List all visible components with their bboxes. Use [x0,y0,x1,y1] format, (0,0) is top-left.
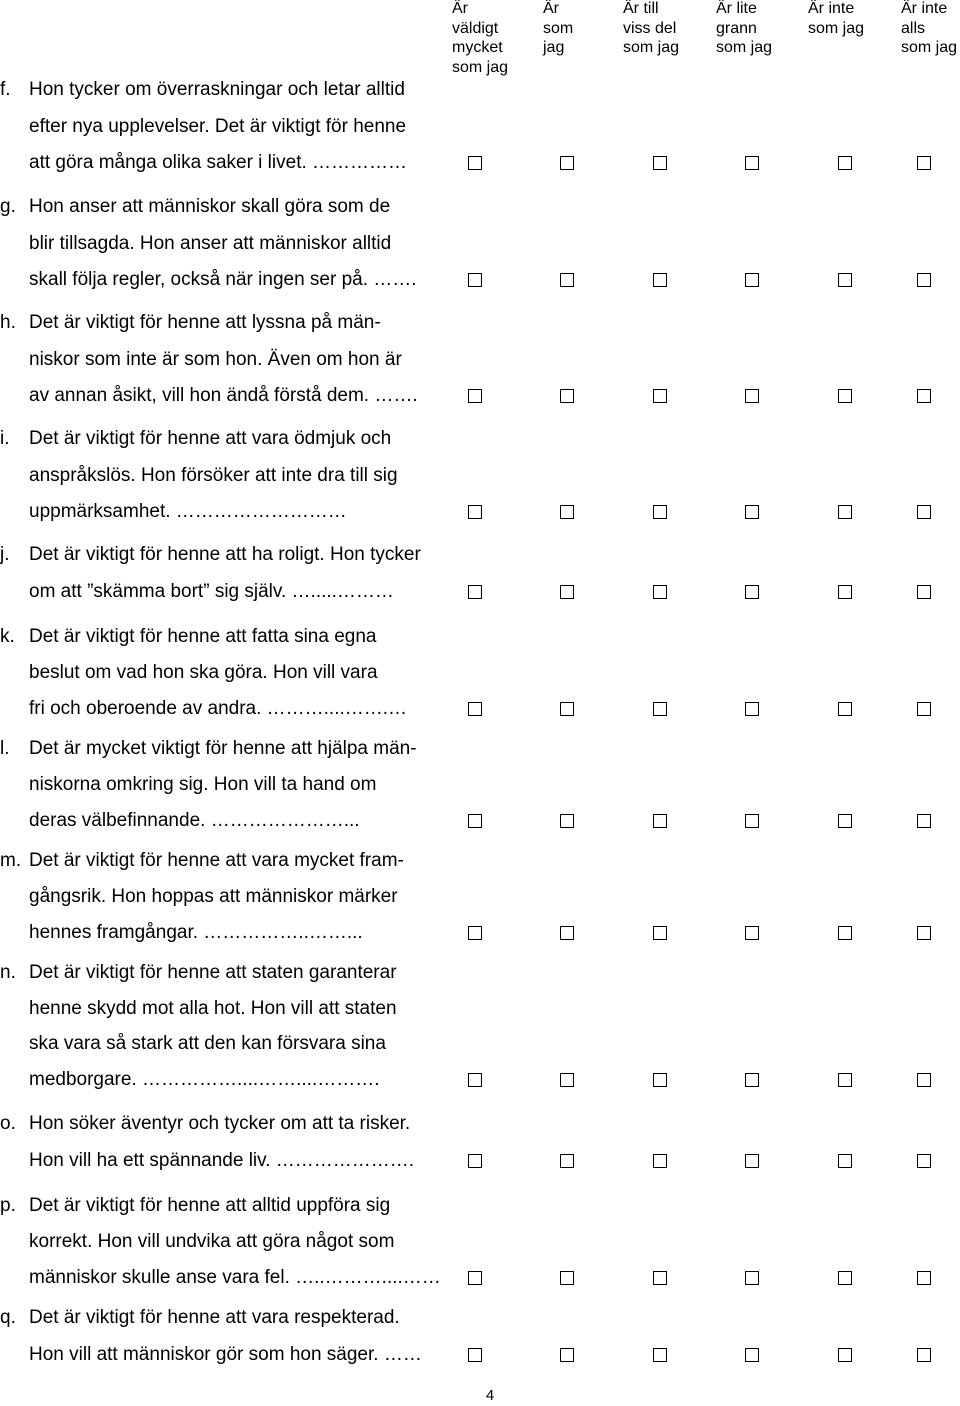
answer-checkbox-1[interactable] [468,1271,482,1285]
answer-checkbox-2[interactable] [560,273,574,287]
answer-checkbox-6[interactable] [917,926,931,940]
answer-checkbox-2[interactable] [560,702,574,716]
item-text-line: niskorna omkring sig. Hon vill ta hand om [29,774,377,795]
item-text-line: Hon vill ha ett spännande liv. …………………. [29,1150,415,1171]
answer-checkbox-3[interactable] [653,585,667,599]
column-header-4: Är lite grann som jag [716,0,773,56]
answer-checkbox-5[interactable] [838,1348,852,1362]
item-letter: g. [0,196,16,217]
item-text-line: Hon söker äventyr och tycker om att ta risker. [29,1113,411,1134]
answer-checkbox-4[interactable] [745,1348,759,1362]
answer-checkbox-6[interactable] [917,585,931,599]
answer-checkbox-5[interactable] [838,156,852,170]
answer-checkbox-2[interactable] [560,1073,574,1087]
answer-checkbox-5[interactable] [838,926,852,940]
answer-checkbox-3[interactable] [653,702,667,716]
item-text-line: anspråkslös. Hon försöker att inte dra till sig [29,464,398,486]
answer-checkbox-5[interactable] [838,1271,852,1285]
answer-checkbox-6[interactable] [917,156,931,170]
item-text-line: av annan åsikt, vill hon ändå förstå dem. ……. [29,385,418,406]
answer-checkbox-4[interactable] [745,1073,759,1087]
item-letter: f. [0,79,11,100]
item-text-line: Det är viktigt för henne att ha roligt. Hon tycker [29,544,421,565]
answer-checkbox-4[interactable] [745,1271,759,1285]
answer-checkbox-4[interactable] [745,505,759,519]
item-letter: m. [0,850,22,871]
answer-checkbox-1[interactable] [468,1073,482,1087]
answer-checkbox-4[interactable] [745,1154,759,1168]
answer-checkbox-3[interactable] [653,926,667,940]
answer-checkbox-6[interactable] [917,814,931,828]
answer-checkbox-1[interactable] [468,585,482,599]
item-text-line: Det är viktigt för henne att fatta sina egna [29,626,377,647]
answer-checkbox-1[interactable] [468,505,482,519]
answer-checkbox-3[interactable] [653,1348,667,1362]
item-letter: p. [0,1195,16,1216]
answer-checkbox-1[interactable] [468,273,482,287]
answer-checkbox-2[interactable] [560,389,574,403]
item-letter: l. [0,738,10,759]
item-letter: i. [0,428,10,449]
item-letter: o. [0,1113,16,1134]
column-header-5: Är inte som jag [808,0,865,37]
column-header-2: Är som jag [543,0,574,56]
item-text-line: Det är viktigt för henne att lyssna på män- [29,312,381,333]
answer-checkbox-6[interactable] [917,702,931,716]
answer-checkbox-3[interactable] [653,273,667,287]
answer-checkbox-4[interactable] [745,702,759,716]
item-text-line: blir tillsagda. Hon anser att människor alltid [29,232,392,254]
item-letter: n. [0,962,16,983]
answer-checkbox-4[interactable] [745,156,759,170]
answer-checkbox-1[interactable] [468,389,482,403]
item-text-line: Hon anser att människor skall göra som de [29,196,391,217]
answer-checkbox-4[interactable] [745,814,759,828]
column-header-1: Är väldigt mycket som jag [452,0,509,76]
item-text-line: deras välbefinnande. …………………... [29,810,360,831]
column-header-3: Är till viss del som jag [623,0,680,56]
item-text-line: Det är viktigt för henne att vara respekterad. [29,1307,400,1328]
answer-checkbox-2[interactable] [560,1348,574,1362]
page-number: 4 [485,1387,495,1404]
answer-checkbox-2[interactable] [560,1154,574,1168]
answer-checkbox-5[interactable] [838,505,852,519]
answer-checkbox-2[interactable] [560,505,574,519]
item-letter: q. [0,1307,16,1328]
item-letter: k. [0,626,15,647]
answer-checkbox-5[interactable] [838,702,852,716]
item-text-line: fri och oberoende av andra. ………....…….… [29,698,408,719]
answer-checkbox-5[interactable] [838,1154,852,1168]
item-letter: h. [0,312,16,333]
item-text-line: Det är viktigt för henne att staten garanterar [29,962,397,983]
answer-checkbox-1[interactable] [468,814,482,828]
item-text-line: gångsrik. Hon hoppas att människor märker [29,886,398,907]
item-text-line: att göra många olika saker i livet. …………… [29,152,408,173]
answer-checkbox-6[interactable] [917,389,931,403]
answer-checkbox-3[interactable] [653,389,667,403]
answer-checkbox-3[interactable] [653,505,667,519]
answer-checkbox-2[interactable] [560,1271,574,1285]
answer-checkbox-6[interactable] [917,1271,931,1285]
answer-checkbox-2[interactable] [560,585,574,599]
answer-checkbox-3[interactable] [653,1073,667,1087]
answer-checkbox-5[interactable] [838,389,852,403]
answer-checkbox-2[interactable] [560,814,574,828]
item-text-line: människor skulle anse vara fel. …..………....…… [29,1267,441,1288]
item-text-line: beslut om vad hon ska göra. Hon vill vara [29,662,378,683]
answer-checkbox-5[interactable] [838,585,852,599]
answer-checkbox-2[interactable] [560,156,574,170]
answer-checkbox-4[interactable] [745,926,759,940]
answer-checkbox-5[interactable] [838,1073,852,1087]
answer-checkbox-3[interactable] [653,814,667,828]
answer-checkbox-6[interactable] [917,1154,931,1168]
answer-checkbox-2[interactable] [560,926,574,940]
answer-checkbox-1[interactable] [468,1348,482,1362]
item-text-line: Det är viktigt för henne att alltid uppföra sig [29,1195,391,1216]
answer-checkbox-5[interactable] [838,273,852,287]
answer-checkbox-6[interactable] [917,1348,931,1362]
item-text-line: Hon vill att människor gör som hon säger. …… [29,1344,422,1365]
answer-checkbox-1[interactable] [468,156,482,170]
item-text-line: Hon tycker om överraskningar och letar alltid [29,79,405,100]
answer-checkbox-3[interactable] [653,156,667,170]
item-text-line: henne skydd mot alla hot. Hon vill att staten [29,997,397,1019]
item-text-line: Det är mycket viktigt för henne att hjälpa män- [29,738,417,759]
item-text-line: uppmärksamhet. ……………………… [29,501,347,522]
answer-checkbox-4[interactable] [745,389,759,403]
item-text-line: om att ”skämma bort” sig själv. ….....……… [29,580,394,602]
answer-checkbox-3[interactable] [653,1271,667,1285]
answer-checkbox-6[interactable] [917,505,931,519]
item-text-line: skall följa regler, också när ingen ser på. ……. [29,269,417,290]
item-letter: j. [0,544,10,565]
answer-checkbox-1[interactable] [468,1154,482,1168]
item-text-line: niskor som inte är som hon. Även om hon är [29,348,402,370]
item-text-line: korrekt. Hon vill undvika att göra något som [29,1231,395,1252]
item-text-line: Det är viktigt för henne att vara ödmjuk och [29,428,392,449]
item-text-line: hennes framgångar. ……………..……... [29,922,363,943]
column-header-6: Är inte alls som jag [901,0,958,56]
answer-checkbox-3[interactable] [653,1154,667,1168]
answer-checkbox-4[interactable] [745,273,759,287]
item-text-line: efter nya upplevelser. Det är viktigt för henne [29,115,407,137]
item-text-line: ska vara så stark att den kan försvara sina [29,1033,386,1054]
answer-checkbox-6[interactable] [917,273,931,287]
item-text-line: medborgare. ……………....……....………. [29,1068,380,1090]
item-text-line: Det är viktigt för henne att vara mycket fram- [29,850,404,871]
answer-checkbox-1[interactable] [468,702,482,716]
answer-checkbox-4[interactable] [745,585,759,599]
answer-checkbox-5[interactable] [838,814,852,828]
answer-checkbox-6[interactable] [917,1073,931,1087]
answer-checkbox-1[interactable] [468,926,482,940]
